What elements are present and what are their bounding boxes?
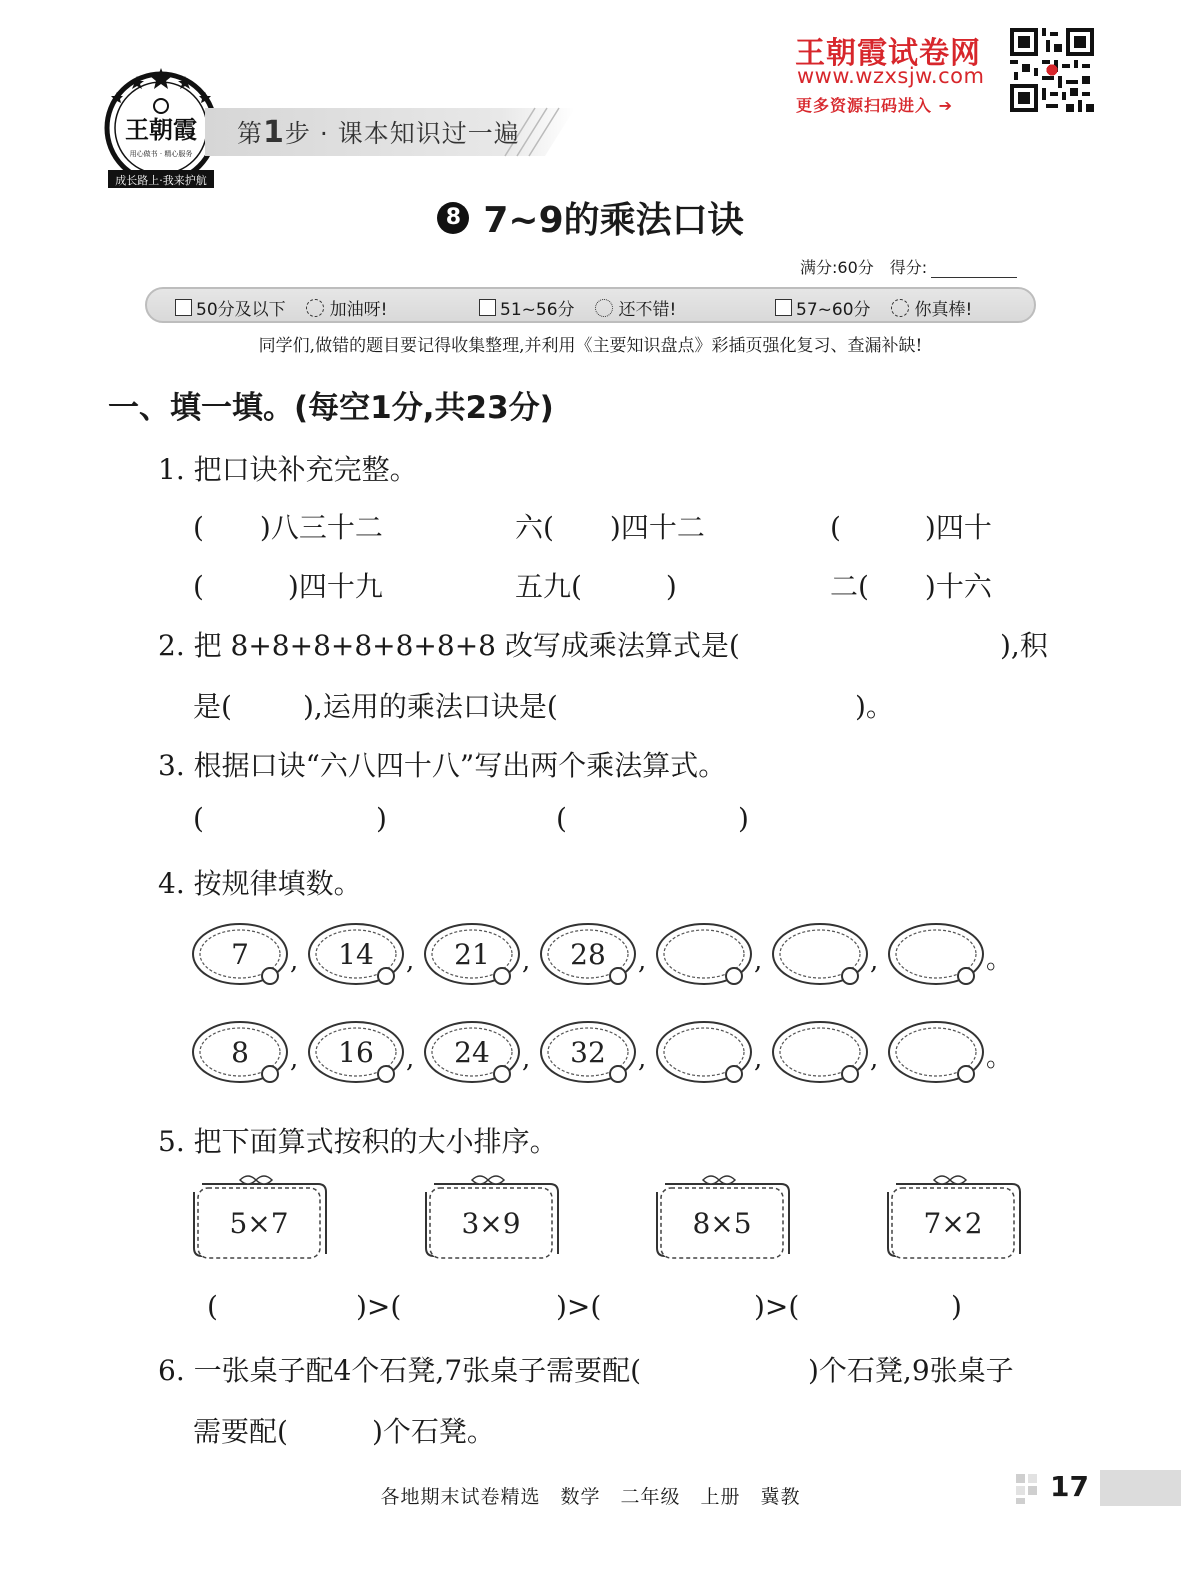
q2-line2-end: )。 [855,690,894,723]
question-3-label: 3. 根据口诀“六八四十八”写出两个乘法算式。 [158,749,727,782]
smile-face-icon [891,299,909,317]
checkbox[interactable] [175,299,192,316]
expression-card [653,1170,793,1262]
separator: , [290,946,299,976]
bubble-value: 16 [338,1036,374,1069]
bubble-value: 21 [454,938,490,971]
q3-blank-open[interactable]: ( [193,802,204,835]
number-bubble [190,1018,290,1088]
question-1-label: 1. 把口诀补充完整。 [158,453,418,486]
number-bubble [538,920,638,990]
bow-icon [240,1176,272,1184]
rating-item: 57~60分 你真棒! [775,295,972,320]
q1-blank-c[interactable]: ( )四十 [830,511,992,544]
q2-text-end: ),积 [1000,629,1048,662]
bubble-value: 24 [454,1036,490,1069]
rating-item: 51~56分 还不错! [479,295,676,320]
bubble-value: 28 [570,938,606,971]
step-label: 第1步 · 课本知识过一遍 [237,115,520,150]
bubble-value: 14 [338,938,374,971]
q5-order-sep[interactable]: )>( [356,1290,402,1323]
rating-item: 50分及以下 加油呀! [175,295,387,320]
expression-text: 3×9 [461,1207,521,1240]
bubble-value: 8 [231,1036,249,1069]
number-bubble [422,1018,522,1088]
checkbox[interactable] [479,299,496,316]
q1-blank-f[interactable]: 二( )十六 [830,570,992,603]
separator: , [522,1044,531,1074]
q3-blank-open[interactable]: ( [556,802,567,835]
number-bubble[interactable] [886,920,986,990]
separator: , [406,1044,415,1074]
number-bubble [422,920,522,990]
separator: , [638,946,647,976]
lesson-number-badge: 8 [437,202,469,234]
q5-order-sep[interactable]: )>( [754,1290,800,1323]
separator: , [754,1044,763,1074]
expression-card [422,1170,562,1262]
brand-scan-hint: 更多资源扫码进入 ➔ [796,96,953,115]
brand-logo [102,66,220,194]
page-band [1100,1470,1181,1506]
separator: , [754,946,763,976]
separator: , [406,946,415,976]
number-bubble [538,1018,638,1088]
separator: , [870,1044,879,1074]
separator: , [870,946,879,976]
q3-blank-close[interactable]: ) [376,802,387,835]
svg-text:成长路上·我来护航: 成长路上·我来护航 [115,174,207,187]
q1-blank-a[interactable]: ( )八三十二 [193,511,383,544]
number-bubble[interactable] [654,1018,754,1088]
checkbox[interactable] [775,299,792,316]
score-blank[interactable] [931,264,1017,278]
notice-text: 同学们,做错的题目要记得收集整理,并利用《主要知识盘点》彩插页强化复习、查漏补缺! [258,336,923,356]
number-bubble[interactable] [654,920,754,990]
smile-face-icon [306,299,324,317]
brand-url[interactable]: www.wzxsjw.com [797,64,985,88]
svg-text:王朝霞: 王朝霞 [125,115,197,144]
page-number: 17 [1050,1470,1089,1503]
bow-icon [703,1176,735,1184]
bubble-value: 7 [231,938,249,971]
svg-text:用心做书 · 精心服务: 用心做书 · 精心服务 [129,150,193,158]
bubble-value: 32 [570,1036,606,1069]
footer-text: 各地期末试卷精选 数学 二年级 上册 冀教 [380,1486,801,1508]
expression-text: 8×5 [692,1207,752,1240]
expression-text: 7×2 [923,1207,983,1240]
separator: , [290,1044,299,1074]
expression-card [190,1170,330,1262]
corner-decoration [1016,1474,1046,1504]
q2-line2-start: 是( [193,690,232,723]
brand-name: 王朝霞试卷网 [795,36,981,71]
number-bubble [306,920,406,990]
separator: , [522,946,531,976]
number-bubble[interactable] [770,1018,870,1088]
q6-line2-end: )个石凳。 [372,1415,495,1448]
sequence-row [190,920,1013,990]
number-bubble [190,920,290,990]
question-4-label: 4. 按规律填数。 [158,867,362,900]
number-bubble[interactable] [770,920,870,990]
q1-blank-b[interactable]: 六( )四十二 [515,511,705,544]
expression-card [884,1170,1024,1262]
smile-face-icon [595,299,613,317]
q5-order-sep[interactable]: )>( [556,1290,602,1323]
qr-code-icon[interactable] [1010,28,1094,112]
question-6-text: 6. 一张桌子配4个石凳,7张桌子需要配( [158,1354,642,1387]
q6-text-end: )个石凳,9张桌子 [808,1354,1014,1387]
bow-icon [472,1176,504,1184]
score-line: 满分:60分 得分: [800,255,1017,278]
separator: , [638,1044,647,1074]
q5-order-close[interactable]: ) [951,1290,962,1323]
bow-icon [934,1176,966,1184]
question-2-text: 2. 把 8+8+8+8+8+8+8 改写成乘法算式是( [158,629,740,662]
rating-bar [145,287,1036,323]
page-title: 8 7~9的乘法口诀 [0,192,1181,243]
q1-blank-d[interactable]: ( )四十九 [193,570,383,603]
question-5-label: 5. 把下面算式按积的大小排序。 [158,1125,558,1158]
q1-blank-e[interactable]: 五九( ) [515,570,677,603]
number-bubble [306,1018,406,1088]
separator: 。 [986,1043,1013,1073]
number-bubble[interactable] [886,1018,986,1088]
separator: 。 [986,945,1013,975]
q6-line2-start: 需要配( [193,1415,288,1448]
sequence-row [190,1018,1013,1088]
q3-blank-close[interactable]: ) [738,802,749,835]
expression-text: 5×7 [229,1207,289,1240]
section-heading: 一、填一填。(每空1分,共23分) [108,390,554,426]
q2-line2-middle: ),运用的乘法口诀是( [303,690,558,723]
q5-order-open[interactable]: ( [207,1290,218,1323]
